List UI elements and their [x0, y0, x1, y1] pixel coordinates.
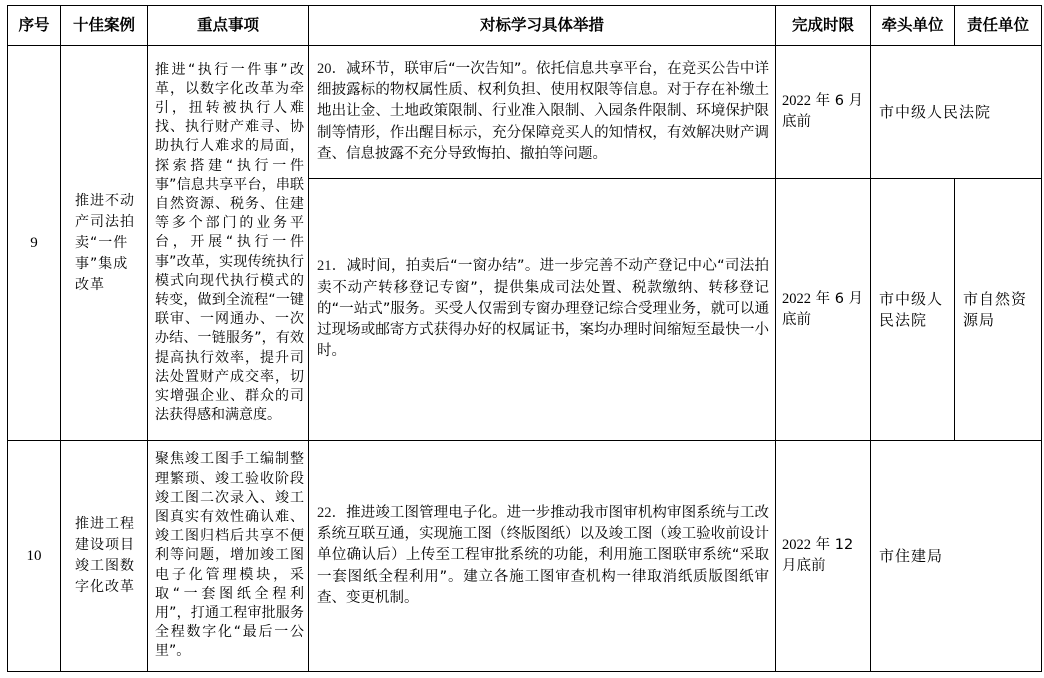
header-focus: 重点事项 — [148, 6, 309, 46]
lead-unit: 市中级人民法院 — [871, 46, 1042, 179]
deadline-cell — [776, 179, 871, 441]
measure-text: ．减环节，联审后“一次告知”。依托信息共享平台，在竞买公告中详细披露标的物权属性质、权利负担、使用权限等信息。对于存在补缴土地出让金、土地政策限制、行业准入限制、入园条件限制、环境保护限制等情形，作出醒目标示，充分保障竞买人的知情权，有效解决财产调查、信息披露不充分导致悔拍、撤拍等问题。 — [317, 60, 769, 162]
row-focus: 聚焦竣工图手工编制整理繁琐、竣工验收阶段竣工图二次录入、竣工图真实有效性确认难、竣工图归档后共享不便利等问题，增加竣工图电子化管理模块，采取“一套图纸全程利用”，打通工程审批服务全程数字化“最后一公里”。 — [148, 441, 309, 672]
lead-unit: 市住建局 — [871, 441, 1042, 672]
measure-cell — [309, 46, 776, 179]
measure-text: ．减时间，拍卖后“一窗办结”。进一步完善不动产登记中心“司法拍卖不动产转移登记专窗”，提供集成司法处置、税款缴纳、转移登记的“一站式”服务。买受人仅需到专窗办理登记综合受理业务，就可以通过现场或邮寄方式获得办好的权属证书，案均办理时间缩短至最快一小时。 — [317, 258, 769, 360]
deadline-rest: 年 12 月底前 — [782, 537, 854, 574]
deadline-year: 2022 — [782, 290, 811, 307]
measures-table — [7, 5, 1042, 672]
header-case: 十佳案例 — [61, 6, 148, 46]
table-row — [8, 441, 1042, 672]
resp-unit: 市自然资源局 — [955, 179, 1042, 441]
header-index: 序号 — [8, 6, 61, 46]
row-case: 推进工程建设项目竣工图数字化改革 — [61, 441, 148, 672]
measure-number: 21 — [317, 258, 332, 275]
row-case: 推进不动产司法拍卖“一件事”集成改革 — [61, 46, 148, 441]
header-lead-unit: 牵头单位 — [871, 6, 955, 46]
deadline-rest: 年 6 月底前 — [782, 93, 864, 130]
measure-text: ．推进竣工图管理电子化。进一步推动我市图审机构审图系统与工改系统互联互通，实现施工图（终版图纸）以及竣工图（竣工验收前设计单位确认后）上传至工程审批系统的功能，利用施工图联审系统“采取一套图纸全程利用”。建立各施工图审查机构一律取消纸质版图纸审查、变更机制。 — [317, 504, 769, 606]
measure-cell — [309, 179, 776, 441]
deadline-rest: 年 6 月底前 — [782, 290, 864, 328]
row-index: 10 — [8, 441, 61, 672]
deadline-year: 2022 — [782, 537, 811, 553]
deadline-cell — [776, 46, 871, 179]
deadline-year: 2022 — [782, 93, 811, 109]
row-focus: 推进“执行一件事”改革，以数字化改革为牵引，扭转被执行人难找、执行财产难寻、协助执行人难求的局面，探索搭建“执行一件事”信息共享平台，串联自然资源、税务、住建等多个部门的业务平台，开展“执行一件事”改革，实现传统执行模式向现代执行模式的转变，做到全流程“一键联审、一网通办、一次办结、一链服务”，有效提高执行效率，提升司法处置财产成交率，切实增强企业、群众的司法获得感和满意度。 — [148, 46, 309, 441]
measure-cell — [309, 441, 776, 672]
measure-number: 20 — [317, 60, 332, 77]
header-row — [8, 6, 1042, 46]
table-row — [8, 46, 1042, 179]
row-index: 9 — [8, 46, 61, 441]
deadline-cell — [776, 441, 871, 672]
measure-number: 22 — [317, 504, 332, 521]
header-deadline: 完成时限 — [776, 6, 871, 46]
header-resp-unit: 责任单位 — [955, 6, 1042, 46]
header-measures: 对标学习具体举措 — [309, 6, 776, 46]
lead-unit: 市中级人民法院 — [871, 179, 955, 441]
